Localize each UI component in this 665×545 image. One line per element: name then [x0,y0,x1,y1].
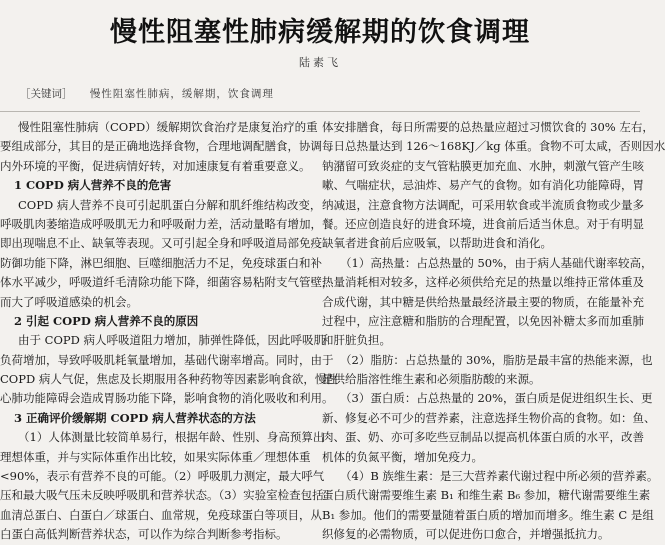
body-text-line: 心肺功能障碍会造成胃肠功能下降，影响食物的消化吸收和利用。 [0,391,334,406]
body-text-line: （3）蛋白质：占总热量的 20%，蛋白质是促进组织生长、更 [340,391,653,406]
body-text-line: 嗽、气喘症状，忌油炸、易产气的食物。如有消化功能障碍，胃 [322,178,644,193]
body-text-line: （1）高热量：占总热量的 50%，由于病人基础代谢率较高， [340,255,653,270]
body-text-line: 织修复的必需物质，可以促进伤口愈合，并增强抵抗力。 [322,527,610,542]
section-heading: 2 引起 COPD 病人营养不良的原因 [14,313,199,328]
keywords-text: 慢性阻塞性肺病，缓解期，饮食调理 [89,88,274,100]
body-text-line: 过程中，应注意糖和脂肪的合理配置，以免因补糖太多而加重肺 [322,313,644,328]
body-text-line: 机体的负氮平衡，增加免疫力。 [322,449,483,464]
body-text-line: 餐。还应创造良好的进食环境，进食前后适当休息。对于有明显 [322,216,644,231]
body-text-line: COPD 病人营养不良可引起肌蛋白分解和肌纤维结构改变， [18,197,322,212]
body-text-line: 即出现喘息不止、缺氧等表现。又可引起全身和呼吸道局部免疫 [0,236,322,251]
body-text-line: （2）脂肪：占总热量的 30%，脂肪是最丰富的热能来源，也 [340,352,653,367]
body-text-line: 纳减退，注意食物方法调配，可采用软食或半流质食物或少量多 [322,197,644,212]
keywords-label: ［关键词］ [20,88,73,100]
keywords-line [0,86,640,101]
body-text-line: 负荷增加，导致呼吸肌耗氧量增加，基础代谢率增高。同时，由于 [0,352,334,367]
body-text-line: （1）人体测量比较简单易行，根据年龄、性别、身高预算出 [18,430,325,445]
body-text-line: 每日总热量达到 126～168KJ／kg 体重。食物不可太咸，否则因水 [322,139,665,154]
body-text-line: 体水平减少，呼吸道纤毛清除功能下降，细菌容易粘附支气管壁， [0,275,334,290]
body-text-line: 新、修复必不可少的营养素，注意选择生物价高的食物。如：鱼、 [322,410,656,425]
body-text-line: 体安排膳食，每日所需要的总热量应超过习惯饮食的 30% 左右， [322,120,654,134]
article-title: 慢性阻塞性肺病缓解期的饮食调理 [110,17,530,48]
body-text-line: 合成代谢，其中糖是供给热量最经济最主要的物质，在能量补充 [322,294,644,309]
body-text-line: 蛋白质代谢需要维生素 B₁ 和维生素 B₆ 参加，糖代谢需要维生素 [322,488,651,503]
body-text-line: 要组成部分，其目的是正确地选择食物，合理地调配膳食，协调 [0,139,322,154]
body-text-line: 压和最大吸气压未反映呼吸肌和营养状态。（3）实验室检查包括 [0,488,324,503]
body-text-line: （4）B 族维生素：是三大营养素代谢过程中所必须的营养素。 [340,469,659,484]
body-text-line: 缺氧者进食前后应吸氧，以帮助进食和消化。 [322,236,552,251]
body-text-line: 内外环境的平衡，促进病情好转，对加速康复有着重要意义。 [0,158,311,173]
body-text-line: 热量消耗相对较多，这样必须供给充足的热量以维持正常体重及 [322,275,644,290]
body-text-line: 血清总蛋白、白蛋白／球蛋白、血常规，免疫球蛋白等项目，从 [0,507,322,522]
keywords-divider [0,111,640,112]
body-text-line: 慢性阻塞性肺病（COPD）缓解期饮食治疗是康复治疗的重 [18,120,318,134]
body-text-line: 防御功能下降，淋巴细胞、巨噬细胞活力不足，免疫球蛋白和补 [0,255,322,270]
body-text-line: 肉、蛋、奶、亦可多吃些豆制品以提高机体蛋白质的水平，改善 [322,430,644,445]
body-text-line: 白蛋白高低判断营养状态，可以作为综合判断参考指标。 [0,527,288,542]
section-heading: 3 正确评价缓解期 COPD 病人营养状态的方法 [14,410,256,425]
left-column [0,118,338,545]
body-text-line: 由于 COPD 病人呼吸道阻力增加，肺弹性降低，因此呼吸肌 [18,333,325,348]
body-text-line: 呼吸肌肉萎缩造成呼吸肌无力和呼吸耐力差，活动量略有增加， [0,216,322,231]
article-author: 陆素飞 [299,56,341,69]
body-text-line: 钠潴留可致炎症的支气管粘膜更加充血、水肿，刺激气管产生咳 [322,158,644,173]
body-text-line: <90%，表示有营养不良的可能。（2）呼吸肌力测定，最大呼气 [0,469,325,484]
right-column [322,118,665,545]
body-text-line: COPD 病人气促，焦虑及长期服用各种药物等因素影响食欲，慢性 [0,372,338,387]
body-text-line: 理想体重，并与实际体重作出比较，如果实际体重／理想体重 [0,449,311,464]
body-text-line: B₁ 参加。他们的需要量随着蛋白质的增加而增多。维生素 C 是组 [322,507,654,522]
body-text-line: 和肝脏负担。 [322,333,391,348]
body-text-line: 而大了呼吸道感染的机会。 [0,294,138,309]
body-text-line: 是供给脂溶性维生素和必须脂肪酸的来源。 [322,372,541,387]
section-heading: 1 COPD 病人营养不良的危害 [14,178,172,193]
